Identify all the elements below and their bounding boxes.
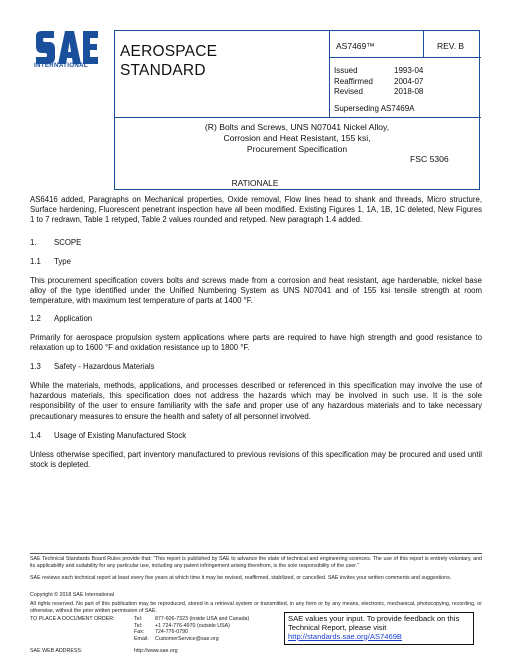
usage-paragraph: Unless otherwise specified, part inventory manufactured to previous revisions of this specification may be procured and used until stock is depleted. (30, 450, 482, 470)
section-number: 1.4 (30, 431, 41, 440)
web-address-row (30, 648, 178, 654)
contact-label: Tel: (134, 616, 143, 622)
date-label: Revised (334, 87, 363, 96)
date-value: 1993-04 (394, 66, 424, 75)
feedback-text: SAE values your input. To provide feedback on this Technical Report, please visit (288, 614, 460, 632)
contact-value: 877-606-7323 (inside USA and Canada) (155, 616, 250, 622)
section-number: 1.2 (30, 314, 41, 323)
divider (115, 117, 481, 118)
contact-label: Tel: (134, 622, 143, 629)
section-title: Application (54, 314, 93, 323)
footer-divider (30, 553, 482, 554)
section-number: 1.3 (30, 362, 41, 371)
section-number: 1. (30, 238, 37, 247)
web-address-label: SAE WEB ADDRESS: (30, 648, 83, 654)
document-type (120, 42, 217, 80)
order-contacts (30, 616, 249, 643)
contact-email[interactable]: CustomerService@sae.org (155, 636, 219, 643)
section-heading-type (30, 257, 71, 266)
date-label: Issued (334, 66, 358, 75)
logo-subtitle: INTERNATIONAL (34, 62, 88, 69)
divider (423, 31, 424, 57)
contact-value: 724-776-0790 (155, 629, 188, 636)
title-line: Corrosion and Heat Resistant, 155 ksi, (223, 133, 371, 143)
divider (329, 31, 330, 117)
contact-value: +1 724-776-4970 (outside USA) (155, 622, 230, 629)
footer-review-note: SAE reviews each technical report at least every five years at which time it may be revised, reaffirmed, stabilized, or cancelled. SAE invites your written comments and suggestions. (30, 575, 452, 581)
footer-rights: All rights reserved. No part of this publication may be reproduced, stored in a retrieval system or transmitted, in any form or by any means, electronic, mechanical, photocopying, recording, or otherwise, without the prior written permission of SAE. (30, 601, 482, 614)
contact-row (30, 636, 249, 643)
section-title: Safety - Hazardous Materials (54, 362, 155, 371)
rationale-heading: RATIONALE (231, 178, 279, 188)
document-title (114, 122, 480, 155)
date-row-revised (334, 87, 423, 98)
section-heading-scope (30, 238, 81, 247)
type-paragraph: This procurement specification covers bolts and screws made from a corrosion and heat resistant, age hardenable, nickel base alloy of the type identified under the Unified Numbering System as UNS N07041 and of 155 ksi tensile strength at room temperature, with maximum test temperature of parts at 1400 °F. (30, 276, 482, 306)
revision-label: REV. B (437, 41, 465, 51)
contact-label: Fax: (134, 629, 145, 636)
order-label: TO PLACE A DOCUMENT ORDER: (30, 616, 115, 622)
sae-logo (34, 22, 100, 78)
safety-paragraph: While the materials, methods, applications, and processes described or referenced in this specification may involve the use of hazardous materials, this specification does not address the hazards which may be involved in such use. It is the sole responsibility of the user to ensure familiarity with the safe and proper use of any hazardous materials and to take necessary precautionary measures to ensure the health and safety of all personnel involved. (30, 381, 482, 421)
section-heading-safety (30, 362, 155, 371)
footer-board-rules: SAE Technical Standards Board Rules provide that: “This report is published by SAE to advance the state of technical and engineering sciences. The use of this report is entirely voluntary, and its applicability and suitability for any particular use, including any patent infringement arising therefrom, is the sole responsibility of the user.” (30, 556, 482, 569)
date-label: Reaffirmed (334, 76, 373, 86)
footer-copyright: Copyright © 2018 SAE International (30, 592, 114, 598)
section-title: Usage of Existing Manufactured Stock (54, 431, 187, 440)
date-row-issued (334, 66, 423, 77)
rationale-paragraph: AS6416 added, Paragraphs on Mechanical properties, Oxide removal, Flow lines head to shank and threads, Micro structure, Surface hardening, Fluorescent penetrant inspection have all been modified. Existing Figures 1, 1A, 1B, 1C deleted, New Figures 1 to 7 redrawn, Table 1 retyped, Table 2 values rounded and retyped. New paragraph 1.4 added. (30, 195, 482, 225)
document-type-line: AEROSPACE (120, 43, 218, 60)
contact-label: Email: (134, 636, 149, 643)
title-line: Procurement Specification (246, 144, 348, 154)
document-type-line: STANDARD (120, 62, 206, 79)
fsc-code: FSC 5306 (410, 154, 449, 164)
section-number: 1.1 (30, 257, 41, 266)
feedback-box (284, 612, 474, 645)
section-title: SCOPE (54, 238, 82, 247)
date-value: 2004-07 (394, 76, 424, 86)
document-dates (334, 66, 423, 98)
feedback-link[interactable]: http://standards.sae.org/AS7469B (288, 631, 402, 641)
contact-row (30, 623, 249, 630)
date-row-reaffirmed (334, 77, 423, 88)
date-value: 2018-08 (394, 87, 424, 96)
document-number: AS7469™ (336, 41, 375, 51)
section-heading-usage (30, 431, 186, 440)
contact-row (30, 616, 249, 623)
application-paragraph: Primarily for aerospace propulsion system applications where parts are required to have high strength and good resistance to relaxation up to 1600 °F and oxidation resistance up to 1800 °F. (30, 333, 482, 353)
web-address-link[interactable]: http://www.sae.org (134, 648, 178, 654)
superseding-note: Superseding AS7469A (334, 104, 415, 113)
section-heading-application (30, 314, 92, 323)
title-line: (R) Bolts and Screws, UNS N07041 Nickel Alloy, (204, 122, 390, 132)
section-title: Type (54, 257, 71, 266)
divider (329, 57, 481, 58)
contact-row (30, 629, 249, 636)
